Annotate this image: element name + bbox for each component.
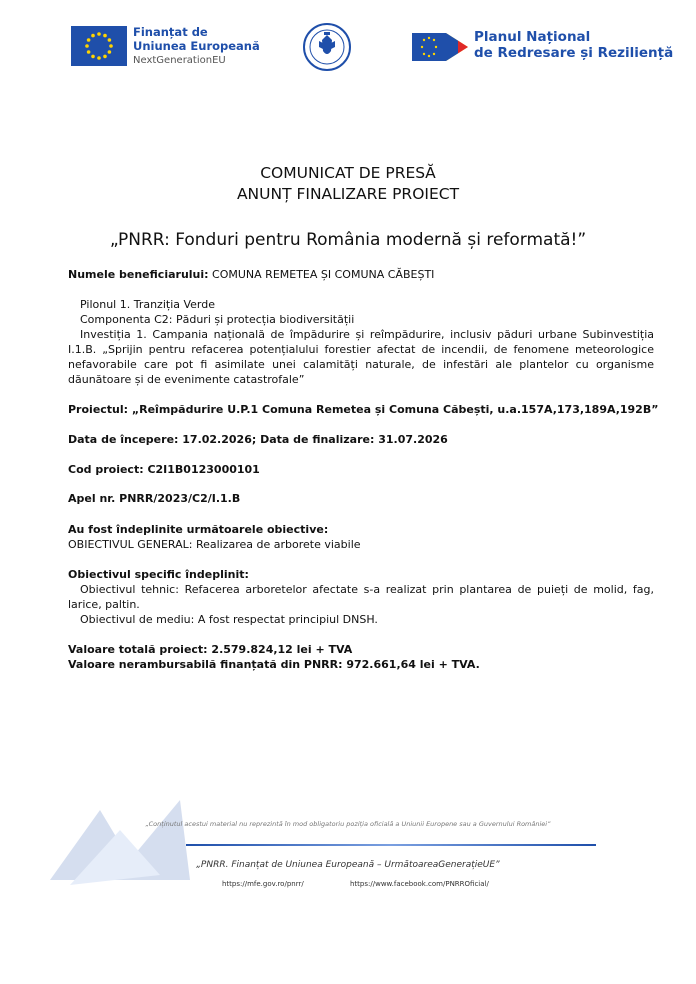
government-seal-icon	[303, 23, 351, 71]
pilon-line: Pilonul 1. Tranziția Verde	[80, 298, 216, 311]
start-label: Data de începere:	[68, 433, 179, 446]
eu-funding-text	[133, 25, 260, 68]
obiectiv-general: OBIECTIVUL GENERAL: Realizarea de arborete viabile	[68, 538, 361, 551]
apel-label: Apel nr.	[68, 492, 116, 505]
end-value: 31.07.2026	[374, 433, 448, 446]
obiectiv-specific-heading: Obiectivul specific îndeplinit:	[68, 568, 249, 581]
eu-line1: Finanțat de	[133, 25, 208, 39]
project-completion-title: ANUNȚ FINALIZARE PROIECT	[236, 185, 460, 203]
obiectiv-tehnic: Obiectivul tehnic: Refacerea arboretelor afectate s-a realizat prin plantarea de puieți de molid, fag, larice, paltin.	[68, 583, 654, 611]
pnrr-slogan: „PNRR: Fonduri pentru România modernă și reformată!”	[109, 230, 587, 250]
apel-line	[68, 491, 240, 506]
header	[0, 20, 696, 76]
footer-watermark-icon	[40, 790, 200, 890]
proiect-value: „Reîmpădurire U.P.1 Comuna Remetea și Comuna Căbești, u.a.157A,173,189A,192B”	[128, 403, 659, 416]
dates-line	[68, 432, 448, 447]
pnrr-line1: Planul Național	[474, 29, 591, 45]
pnrr-title-text	[474, 29, 673, 61]
beneficiary-label: Numele beneficiarului:	[68, 268, 209, 281]
footer-divider	[186, 844, 596, 846]
footer-link-mfe[interactable]: https://mfe.gov.ro/pnrr/	[222, 880, 304, 888]
eu-flag-icon	[71, 26, 127, 66]
valoare-nerambursabila: Valoare nerambursabilă finanțată din PNRR: 972.661,64 lei + TVA.	[68, 658, 480, 671]
componenta-line: Componenta C2: Păduri și protecția biodiversității	[80, 313, 355, 326]
footer-link-facebook[interactable]: https://www.facebook.com/PNRROficial/	[350, 880, 489, 888]
proiect-line	[68, 402, 658, 417]
pnrr-line2: de Redresare și Reziliență	[474, 45, 674, 61]
cod-value: C2I1B0123000101	[143, 463, 260, 476]
cod-label: Cod proiect:	[68, 463, 144, 476]
eu-line2: Uniunea Europeană	[133, 39, 260, 53]
obiectiv-mediu: Obiectivul de mediu: A fost respectat principiul DNSH.	[80, 613, 378, 626]
cod-line	[68, 462, 260, 477]
eu-line3: NextGenerationEU	[133, 55, 226, 66]
footer-disclaimer: „Conținutul acestui material nu reprezintă în mod obligatoriu poziția oficială a Uniunii Europene sau a Guvernului României”	[145, 820, 551, 828]
valoare-totala: Valoare totală proiect: 2.579.824,12 lei + TVA	[68, 643, 353, 656]
start-value: 17.02.2026;	[178, 433, 261, 446]
investitia-paragraph: Investiția 1. Campania națională de împădurire și reîmpădurire, inclusiv păduri urbane Subinvestiția I.1.B. „Sprijin pentru refacerea potențialului forestier afectat de incendii, de fenomene meteorologice nefavorabile care pot fi asimilate unei calamități naturale, de infestări ale plantelor cu organisme dăunătoare și de evenimente catastrofale”	[68, 328, 654, 386]
beneficiary-value: COMUNA REMETEA ȘI COMUNA CĂBEȘTI	[208, 268, 435, 281]
press-release-title: COMUNICAT DE PRESĂ	[260, 164, 436, 182]
proiect-label: Proiectul:	[68, 403, 129, 416]
beneficiary-line	[68, 267, 434, 282]
footer-slogan: „PNRR. Finanțat de Uniunea Europeană – UrmătoareaGenerațieUE”	[196, 860, 500, 870]
apel-value: PNRR/2023/C2/I.1.B	[115, 492, 241, 505]
pnrr-logo-icon	[412, 29, 468, 65]
obiective-heading: Au fost îndeplinite următoarele obiective:	[68, 523, 329, 536]
end-label: Data de finalizare:	[260, 433, 375, 446]
